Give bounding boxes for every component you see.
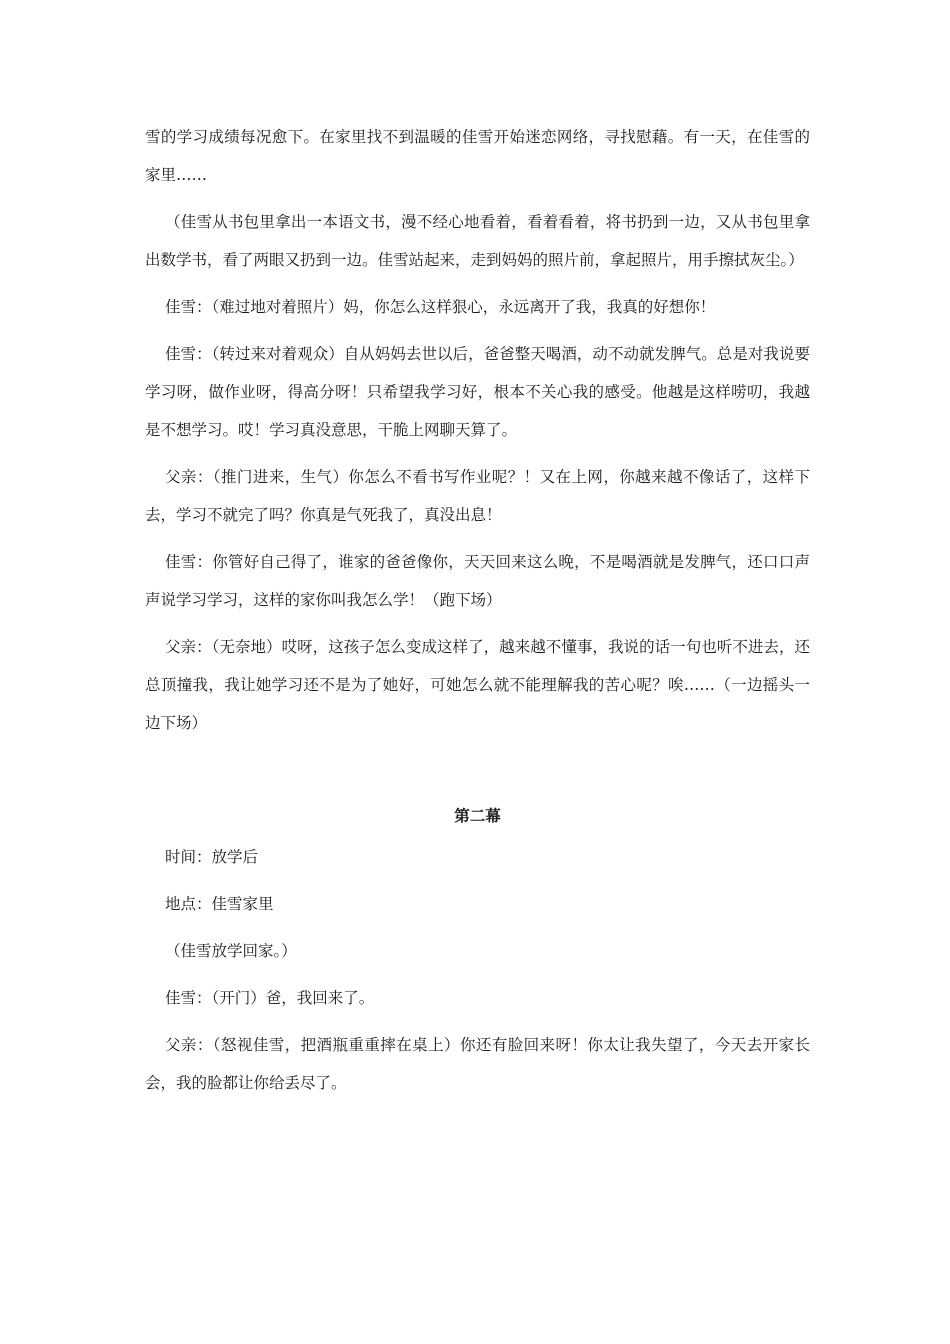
paragraph-dialogue: 佳雪：（开门）爸，我回来了。	[165, 989, 375, 1007]
paragraph-stage-direction: （佳雪从书包里拿出一本语文书，漫不经心地看着，看着看着，将书扔到一边，又从书包里拿出数学书，看了两眼又扔到一边。佳雪站起来，走到妈妈的照片前，拿起照片，用手擦拭灰尘。）	[145, 213, 810, 269]
scene-place: 地点：佳雪家里	[165, 895, 274, 913]
paragraph-dialogue: 父亲：（推门进来，生气）你怎么不看书写作业呢？！又在上网，你越来越不像话了，这样下去，学习不就完了吗？你真是气死我了，真没出息！	[145, 468, 810, 524]
scene-time: 时间：放学后	[165, 848, 259, 866]
paragraph-dialogue: 佳雪：你管好自己得了，谁家的爸爸像你，天天回来这么晚，不是喝酒就是发脾气，还口口声声说学习学习，这样的家你叫我怎么学！（跑下场）	[145, 553, 810, 609]
document-page	[145, 118, 810, 1102]
paragraph-dialogue: 父亲：（无奈地）哎呀，这孩子怎么变成这样了，越来越不懂事，我说的话一句也听不进去，还总顶撞我，我让她学习还不是为了她好，可她怎么就不能理解我的苦心呢？唉……（一边摇头一边下场）	[145, 638, 810, 732]
paragraph-dialogue: 佳雪：（难过地对着照片）妈，你怎么这样狠心，永远离开了我，我真的好想你！	[165, 298, 716, 316]
paragraph-dialogue: 佳雪：（转过来对着观众）自从妈妈去世以后，爸爸整天喝酒，动不动就发脾气。总是对我说要学习呀，做作业呀，得高分呀！只希望我学习好，根本不关心我的感受。他越是这样唠叨，我越是不想学习。哎！学习真没意思，干脆上网聊天算了。	[145, 345, 810, 439]
scene-title: 第二幕	[454, 806, 501, 825]
paragraph-narration: 雪的学习成绩每况愈下。在家里找不到温暖的佳雪开始迷恋网络，寻找慰藉。有一天，在佳雪的家里……	[145, 128, 810, 184]
paragraph-stage-direction: （佳雪放学回家。）	[165, 942, 297, 960]
paragraph-dialogue: 父亲：（怒视佳雪，把酒瓶重重摔在桌上）你还有脸回来呀！你太让我失望了，今天去开家长会，我的脸都让你给丢尽了。	[145, 1036, 810, 1092]
